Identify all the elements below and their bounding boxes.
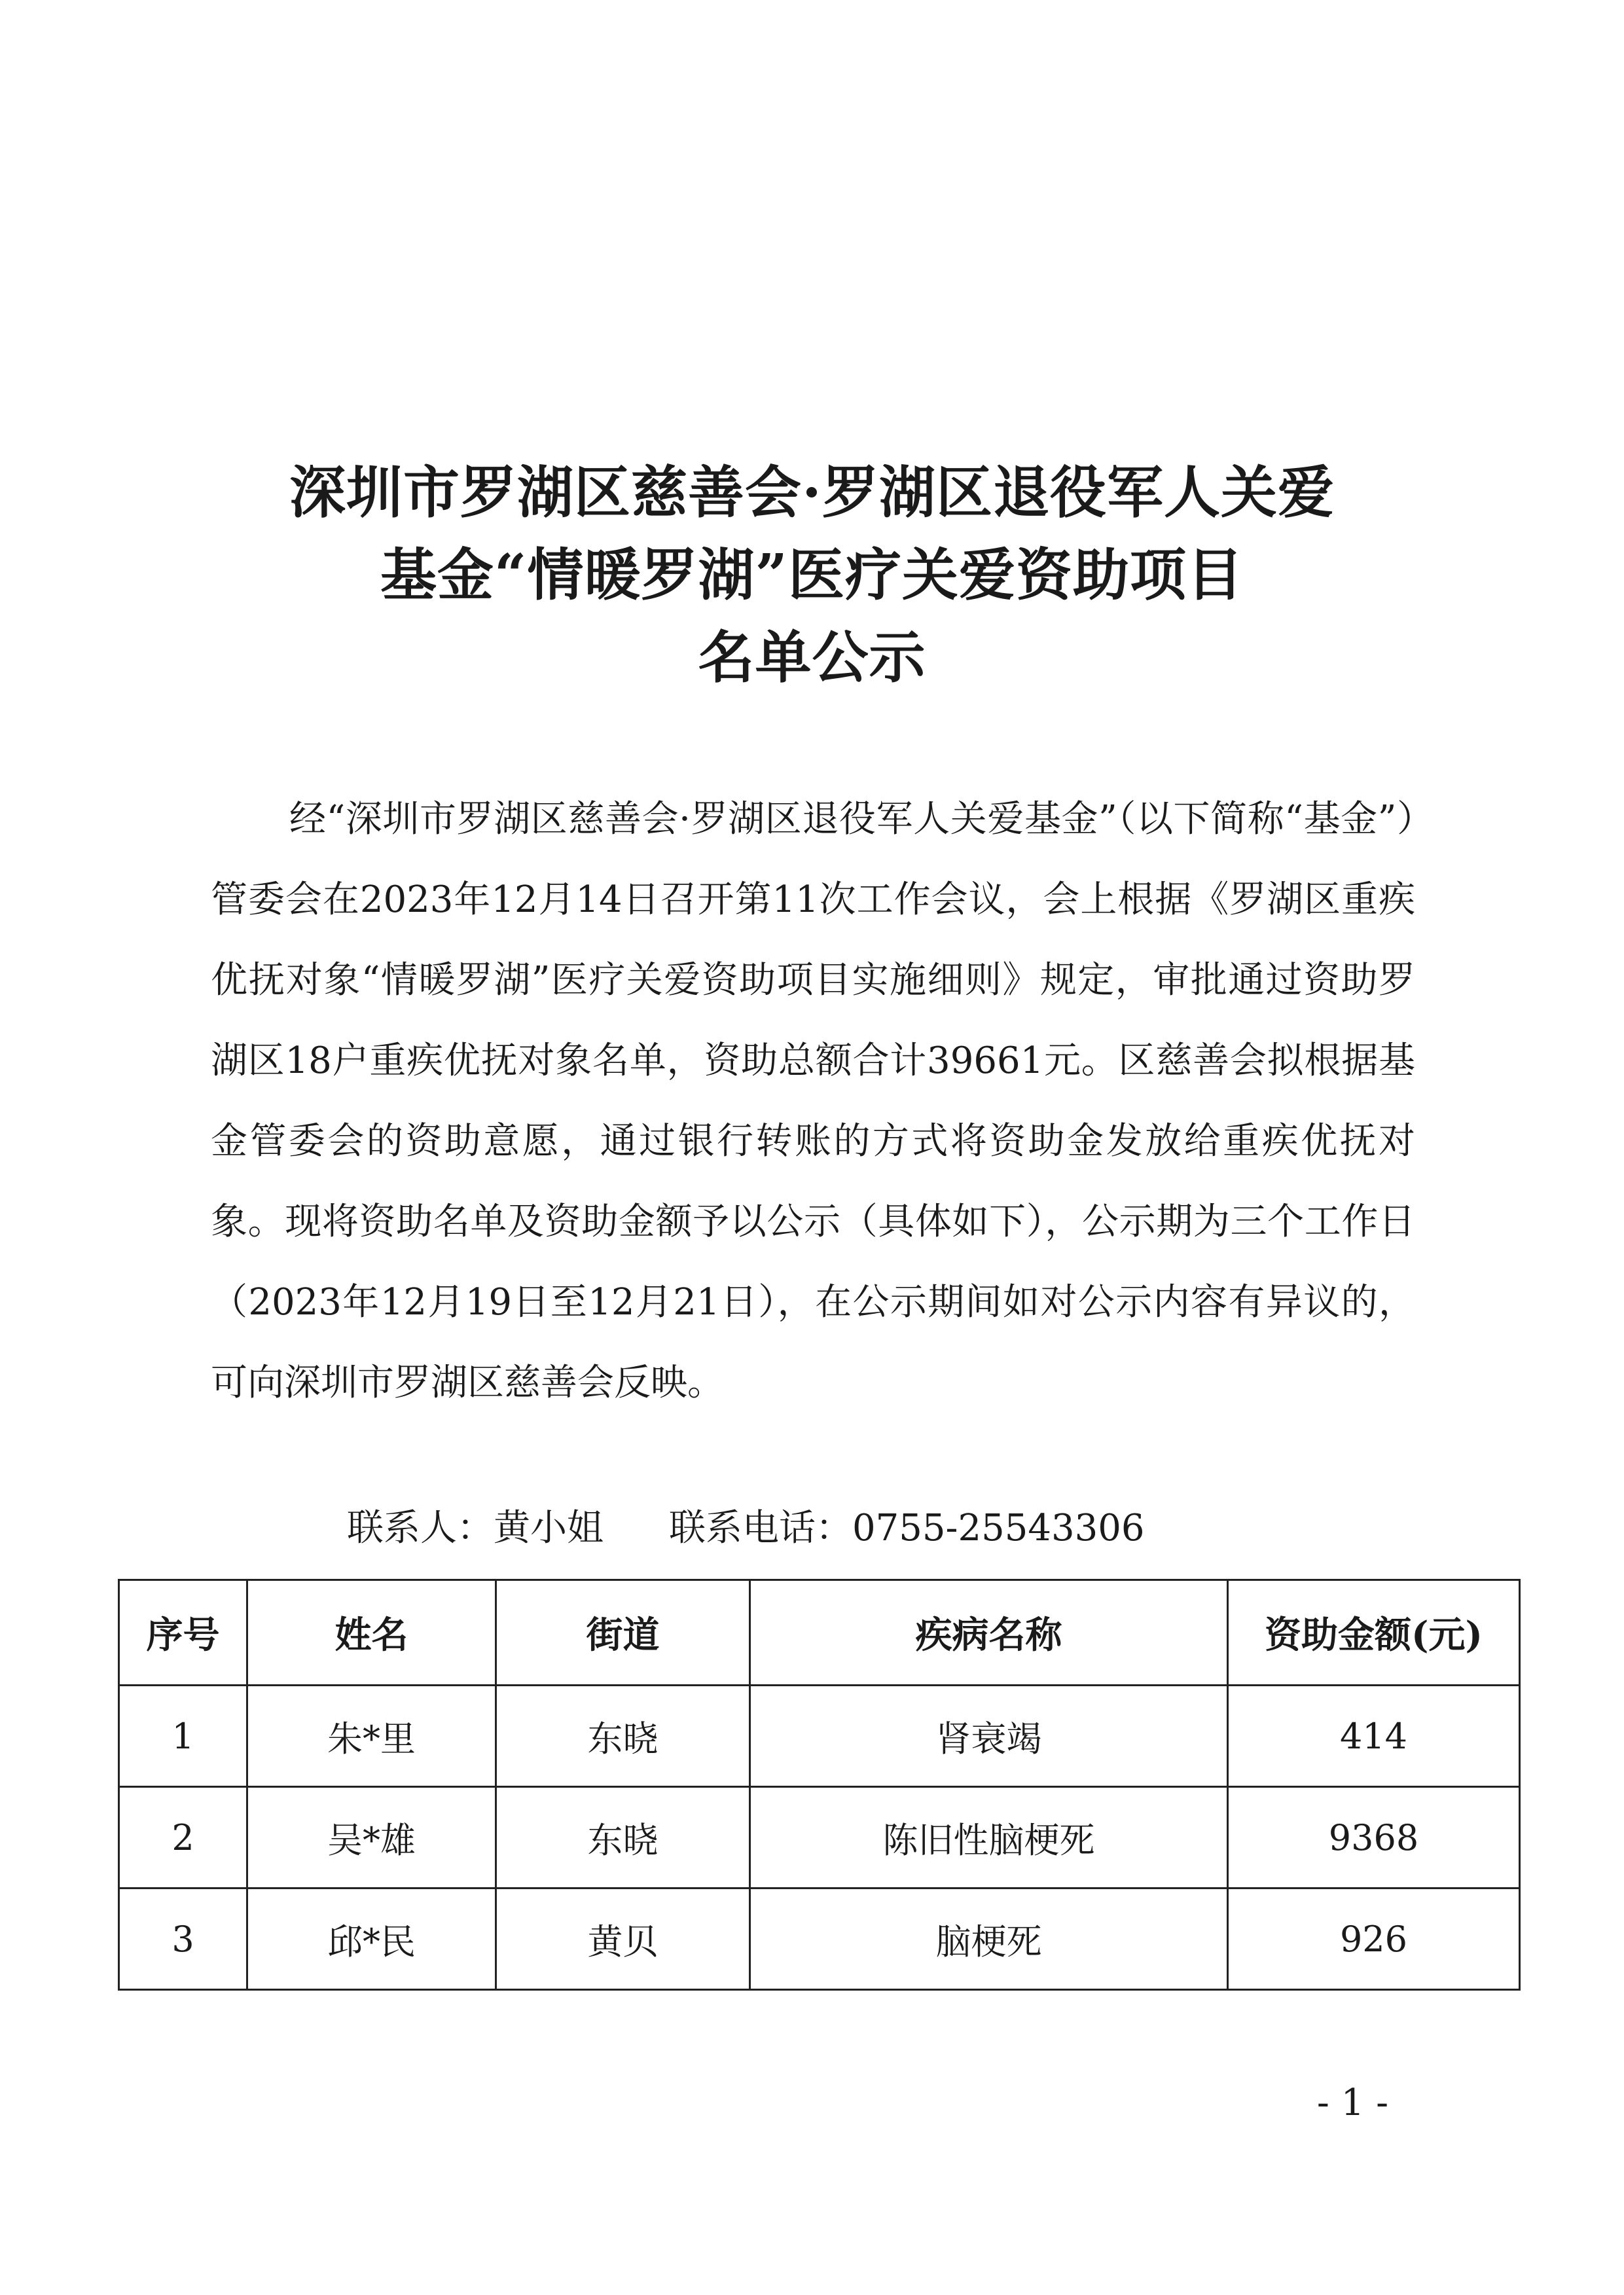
page-number bbox=[0, 2082, 1624, 2124]
title-line-3: 名单公示 bbox=[698, 624, 926, 691]
cell-name: 邱*民 bbox=[247, 1888, 496, 1990]
table-row bbox=[119, 1686, 1520, 1787]
cell-amount: 414 bbox=[1228, 1686, 1520, 1787]
header-no: 序号 bbox=[119, 1580, 247, 1686]
cell-disease: 陈旧性脑梗死 bbox=[750, 1787, 1228, 1888]
table-header-row bbox=[119, 1580, 1520, 1686]
table-row bbox=[119, 1787, 1520, 1888]
cell-name: 吴*雄 bbox=[247, 1787, 496, 1888]
cell-disease: 肾衰竭 bbox=[750, 1686, 1228, 1787]
header-street: 街道 bbox=[496, 1580, 750, 1686]
cell-street: 东晓 bbox=[496, 1787, 750, 1888]
cell-amount: 9368 bbox=[1228, 1787, 1520, 1888]
document-title bbox=[0, 452, 1624, 699]
cell-street: 黄贝 bbox=[496, 1888, 750, 1990]
title-line-2: 基金“情暖罗湖”医疗关爱资助项目 bbox=[380, 542, 1244, 608]
cell-name: 朱*里 bbox=[247, 1686, 496, 1787]
contact-line bbox=[347, 1499, 1144, 1558]
table-row bbox=[119, 1888, 1520, 1990]
cell-street: 东晓 bbox=[496, 1686, 750, 1787]
contact-phone: 联系电话：0755-25543306 bbox=[669, 1507, 1145, 1549]
cell-no: 3 bbox=[119, 1888, 247, 1990]
contact-person: 联系人：黄小姐 bbox=[347, 1507, 604, 1549]
header-name: 姓名 bbox=[247, 1580, 496, 1686]
funding-list-table bbox=[118, 1579, 1521, 1991]
header-amount: 资助金额(元) bbox=[1228, 1580, 1520, 1686]
cell-no: 2 bbox=[119, 1787, 247, 1888]
header-disease: 疾病名称 bbox=[750, 1580, 1228, 1686]
cell-disease: 脑梗死 bbox=[750, 1888, 1228, 1990]
title-line-1: 深圳市罗湖区慈善会·罗湖区退役军人关爱 bbox=[289, 460, 1335, 526]
cell-amount: 926 bbox=[1228, 1888, 1520, 1990]
page-number-text: - 1 - bbox=[1316, 2082, 1388, 2124]
body-paragraph: 经“深圳市罗湖区慈善会·罗湖区退役军人关爱基金”（以下简称“基金”）管委会在2023年12月14日召开第11次工作会议，会上根据《罗湖区重疾优抚对象“情暖罗湖”医疗关爱资助项目实施细则》规定，审批通过资助罗湖区18户重疾优抚对象名单，资助总额合计39661元。区慈善会拟根据基金管委会的资助意愿，通过银行转账的方式将资助金发放给重疾优抚对象。现将资助名单及资助金额予以公示（具体如下），公示期为三个工作日（2023年12月19日至12月21日），在公示期间如对公示内容有异议的，可向深圳市罗湖区慈善会反映。 bbox=[211, 798, 1415, 1404]
cell-no: 1 bbox=[119, 1686, 247, 1787]
